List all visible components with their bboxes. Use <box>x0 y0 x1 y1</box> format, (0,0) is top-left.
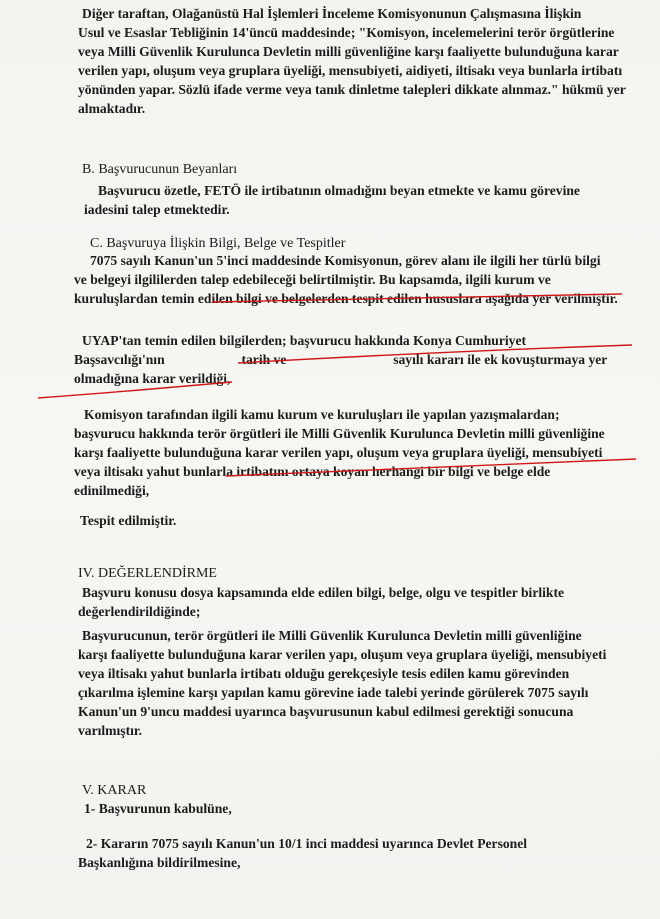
text-line: olmadığına karar verildiği, <box>74 371 231 386</box>
text-line: veya iltisakı yahut bunlarla irtibatını ortaya koyan herhangi bir bilgi ve belge elde <box>74 464 551 479</box>
text-line: veya Milli Güvenlik Kurulunca Devletin milli güvenliğine karşı faaliyette bulunduğuna karar <box>78 44 619 59</box>
text-fragment: Başsavcılığı'nın <box>74 352 165 367</box>
text-line: karşı faaliyette bulunduğuna karar verilen yapı, oluşum veya gruplara üyeliği, mensubiyeti <box>74 445 603 460</box>
redacted-date <box>168 352 238 364</box>
section-v-heading: V. KARAR <box>82 783 147 798</box>
text-line: Başvurucunun, terör örgütleri ile Milli Güvenlik Kurulunca Devletin milli güvenliğine <box>82 628 582 643</box>
text-line: kuruluşlardan temin edilen bilgi ve belgelerden tespit edilen hususlara aşağıda yer verilmiştir. <box>74 291 618 306</box>
text-line: Başkanlığına bildirilmesine, <box>78 855 241 870</box>
text-line: Kanun'un 9'uncu maddesi uyarınca başvurusunun kabul edilmesi gerektiği sonucuna <box>78 704 574 719</box>
paragraph-degerlendirme-2 <box>78 626 636 740</box>
text-line: çıkarılma işlemine karşı yapılan kamu görevine iade talebi yerinde görülerek 7075 sayılı <box>78 685 589 700</box>
text-line: Başvuru konusu dosya kapsamında elde edilen bilgi, belge, olgu ve tespitler birlikte <box>82 585 565 600</box>
text-line: Usul ve Esaslar Tebliğinin 14'üncü maddesinde; "Komisyon, incelemelerini terör örgütlerine <box>78 25 615 40</box>
text-line: 2- Kararın 7075 sayılı Kanun'un 10/1 inci maddesi uyarınca Devlet Personel <box>86 836 528 851</box>
text-line: veya iltisakı yahut bunlarla irtibatı olduğu gerekçesiyle tesis edilen kamu görevinden <box>78 666 570 681</box>
text-line-with-redaction <box>74 350 634 369</box>
text-line: Diğer taraftan, Olağanüstü Hal İşlemleri İnceleme Komisyonunun Çalışmasına İlişkin <box>82 6 582 21</box>
text-line: başvurucu hakkında terör örgütleri ile Milli Güvenlik Kurulunca Devletin milli güvenliğine <box>74 426 605 441</box>
text-line: varılmıştır. <box>78 723 143 738</box>
text-line: Komisyon tarafından ilgili kamu kurum ve kuruluşları ile yapılan yazışmalardan; <box>84 407 560 422</box>
paragraph-beyanlar <box>84 181 632 219</box>
text-line: UYAP'tan temin edilen bilgilerden; başvurucu hakkında Konya Cumhuriyet <box>82 333 527 348</box>
redacted-number <box>290 352 390 364</box>
text-fragment: sayılı kararı ile ek kovuşturmaya yer <box>393 352 608 367</box>
text-line: Başvurucu özetle, FETÖ ile irtibatının olmadığını beyan etmekte ve kamu görevine <box>98 183 580 198</box>
paragraph-degerlendirme-1 <box>78 583 634 621</box>
paragraph-komisyon <box>74 405 634 500</box>
text-line: karşı faaliyette bulunduğuna karar verilen yapı, oluşum veya gruplara üyeliği, mensubiyeti <box>78 647 607 662</box>
text-line: değerlendirildiğinde; <box>78 604 201 619</box>
karar-item-1: 1- Başvurunun kabulüne, <box>84 801 232 816</box>
paragraph-bilgi-belge <box>74 251 630 308</box>
text-line: yönünden yapar. Sözlü ifade verme veya tanık dinletme talepleri dikkate alınmaz." hükmü yer <box>78 82 626 97</box>
section-b-heading: B. Başvurucunun Beyanları <box>82 162 238 177</box>
text-line: edinilmediği, <box>74 483 150 498</box>
karar-item-2 <box>78 834 638 872</box>
section-c-heading: C. Başvuruya İlişkin Bilgi, Belge ve Tespitler <box>90 236 346 251</box>
text-line: 7075 sayılı Kanun'un 5'inci maddesinde Komisyonun, görev alanı ile ilgili her türlü bilgi <box>90 253 601 268</box>
tespit-line: Tespit edilmiştir. <box>80 513 177 528</box>
text-line: almaktadır. <box>78 101 146 116</box>
text-line: iadesini talep etmektedir. <box>84 202 230 217</box>
paragraph-uyap <box>74 331 634 388</box>
text-line: verilen yapı, oluşum veya gruplara üyeliği, mensubiyeti, aidiyeti, iltisakı veya bunlarla irtibatı <box>78 63 623 78</box>
section-iv-heading: IV. DEĞERLENDİRME <box>78 566 217 581</box>
paragraph-tebligat <box>78 4 628 118</box>
text-line: ve belgeyi ilgililerden talep edebileceği belirtilmiştir. Bu kapsamda, ilgili kurum ve <box>74 272 551 287</box>
text-fragment: tarih ve <box>241 352 287 367</box>
